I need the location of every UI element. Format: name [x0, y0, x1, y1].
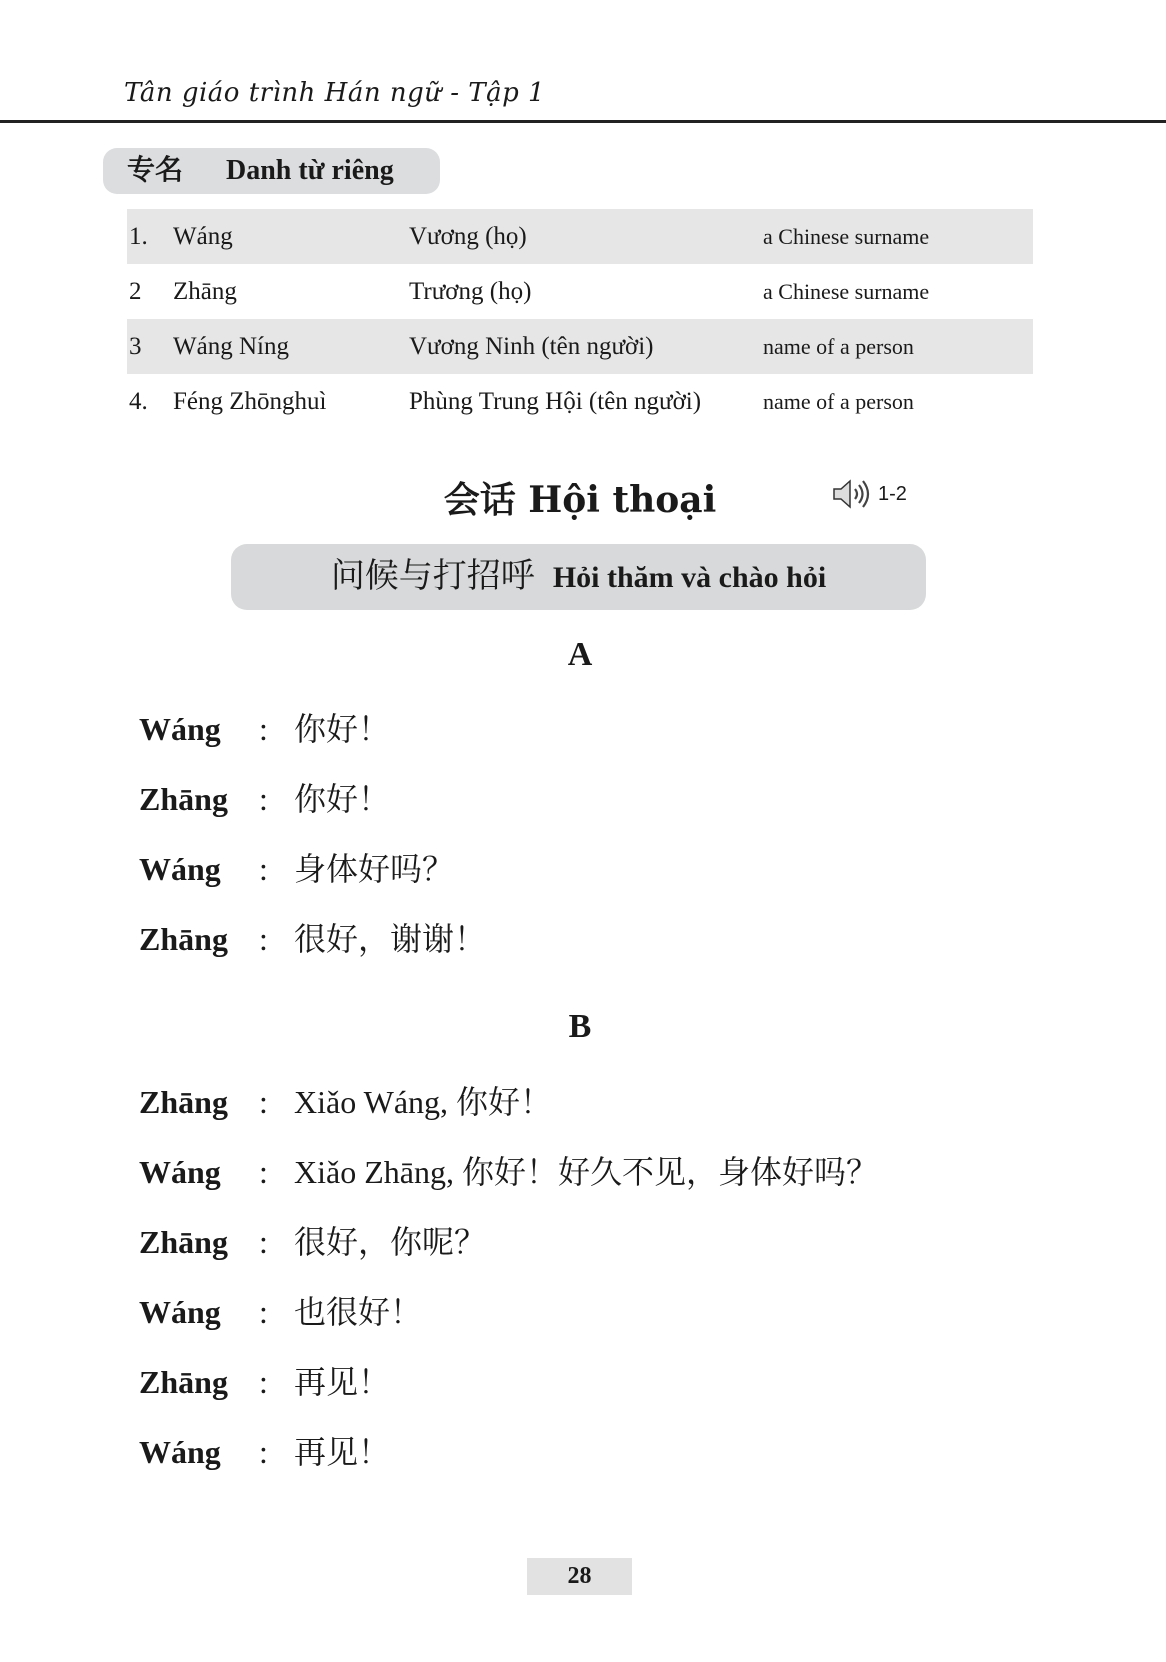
- row-pinyin: Zhāng: [173, 278, 237, 305]
- speaker: Wáng: [139, 1154, 221, 1190]
- colon: :: [259, 1084, 268, 1120]
- colon: :: [259, 711, 268, 747]
- speaker: Zhāng: [139, 1224, 228, 1260]
- row-english: name of a person: [763, 334, 914, 359]
- row-english: a Chinese surname: [763, 279, 930, 304]
- row-english: a Chinese surname: [763, 224, 930, 249]
- banner-zh: 问候与打招呼: [330, 558, 535, 595]
- row-pinyin: Wáng: [173, 223, 233, 250]
- row-number: 3: [129, 333, 142, 360]
- part-a-label: A: [567, 636, 593, 673]
- utterance: 再见！: [294, 1434, 391, 1470]
- row-vietnamese: Vương Ninh (tên người): [409, 333, 654, 360]
- row-pinyin: Wáng Níng: [173, 333, 289, 360]
- table-row: [127, 319, 1033, 374]
- colon: :: [259, 851, 268, 887]
- speaker: Wáng: [139, 1294, 221, 1330]
- utterance: 也很好！: [294, 1294, 423, 1330]
- speaker: Wáng: [139, 711, 221, 747]
- speaker: Wáng: [139, 1434, 221, 1470]
- colon: :: [259, 1294, 268, 1330]
- section-tag-zh: 专名: [127, 155, 184, 186]
- speaker: Zhāng: [139, 921, 228, 957]
- dialogue-heading: 会话 Hội thoại: [443, 479, 717, 521]
- dialogue-topic-banner: [231, 544, 926, 610]
- speaker: Zhāng: [139, 781, 228, 817]
- section-tag-proper-nouns: [103, 148, 440, 194]
- running-title: Tân giáo trình Hán ngữ - Tập 1: [124, 78, 546, 108]
- colon: :: [259, 1434, 268, 1470]
- row-pinyin: Féng Zhōnghuì: [173, 388, 327, 415]
- colon: :: [259, 1154, 268, 1190]
- utterance: 你好！: [294, 711, 391, 747]
- part-b-label: B: [568, 1008, 592, 1045]
- page-number: 28: [527, 1558, 632, 1595]
- speaker: Zhāng: [139, 1084, 228, 1120]
- utterance: 你好！: [294, 781, 391, 817]
- row-english: name of a person: [763, 389, 914, 414]
- utterance: 很好，谢谢！: [294, 921, 487, 957]
- utterance: 再见！: [294, 1364, 391, 1400]
- table-row: [127, 374, 1033, 429]
- header-rule: [0, 120, 1166, 123]
- row-number: 2: [129, 278, 142, 305]
- speaker: Zhāng: [139, 1364, 228, 1400]
- utterance: Xiǎo Wáng, 你好！: [294, 1084, 553, 1120]
- table-row: [127, 209, 1033, 264]
- banner-vi: Hỏi thăm và chào hỏi: [552, 561, 827, 594]
- speaker: Wáng: [139, 851, 221, 887]
- table-row: [127, 264, 1033, 319]
- section-tag-vi: Danh từ riêng: [226, 155, 394, 186]
- utterance: Xiǎo Zhāng, 你好！好久不见，身体好吗？: [294, 1154, 878, 1190]
- colon: :: [259, 1364, 268, 1400]
- row-number: 1.: [129, 223, 148, 250]
- speaker-icon: [832, 478, 872, 510]
- row-vietnamese: Vương (họ): [409, 223, 527, 250]
- colon: :: [259, 921, 268, 957]
- colon: :: [259, 781, 268, 817]
- audio-track[interactable]: [832, 478, 907, 510]
- utterance: 身体好吗？: [294, 851, 455, 887]
- audio-track-number: 1-2: [878, 482, 907, 505]
- colon: :: [259, 1224, 268, 1260]
- row-vietnamese: Trương (họ): [409, 278, 532, 305]
- utterance: 很好，你呢？: [294, 1224, 487, 1260]
- row-number: 4.: [129, 388, 148, 415]
- row-vietnamese: Phùng Trung Hội (tên người): [409, 388, 702, 415]
